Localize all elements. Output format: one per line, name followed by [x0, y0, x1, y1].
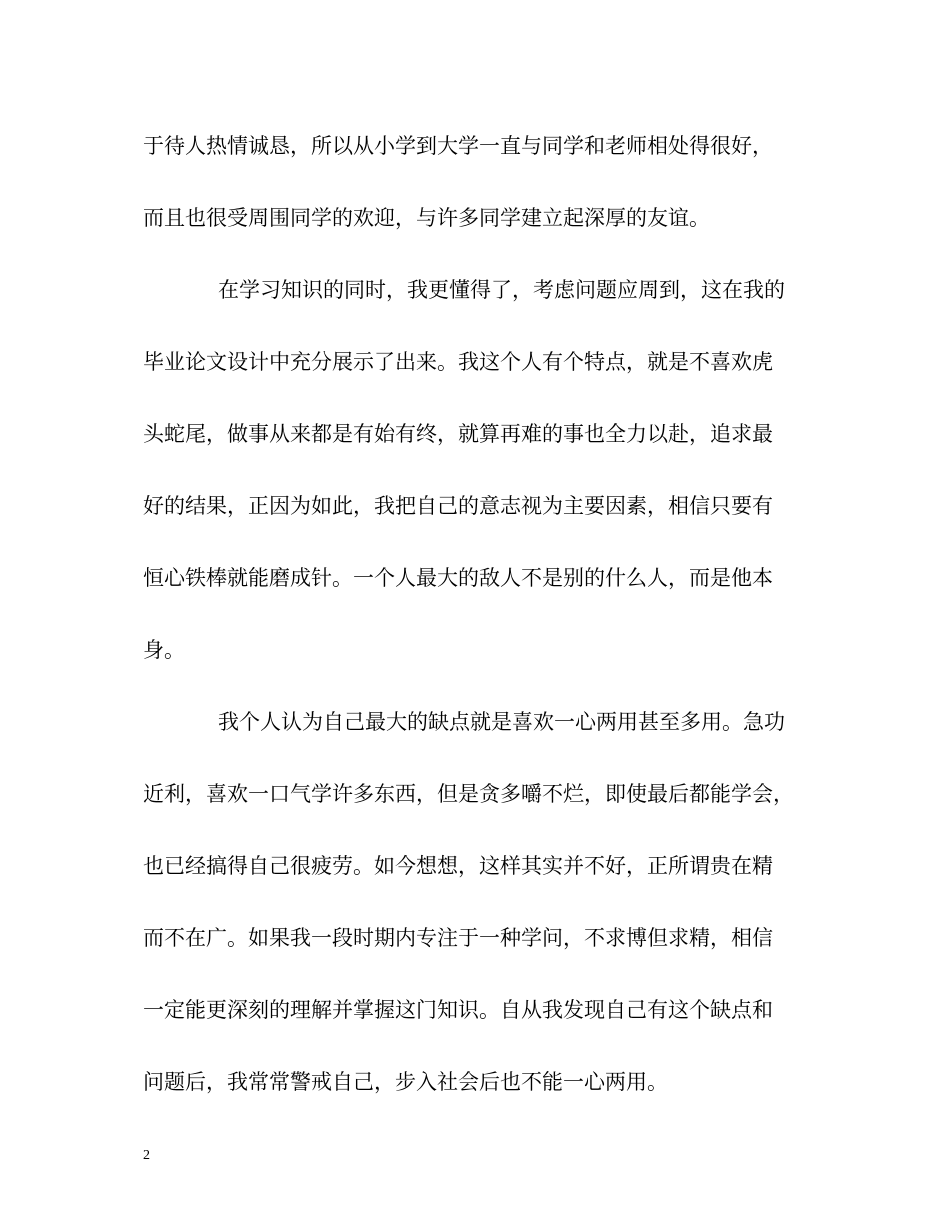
text-line: 而且也很受周围同学的欢迎，与许多同学建立起深厚的友谊。	[143, 206, 710, 230]
text-line: 也已经搞得自己很疲劳。如今想想，这样其实并不好，正所谓贵在精	[143, 854, 773, 878]
text-line: 毕业论文设计中充分展示了出来。我这个人有个特点，就是不喜欢虎	[143, 350, 773, 374]
text-line: 一定能更深刻的理解并掌握这门知识。自从我发现自己有这个缺点和	[143, 998, 773, 1022]
text-line: 头蛇尾，做事从来都是有始有终，就算再难的事也全力以赴，追求最	[143, 422, 773, 446]
text-line: 恒心铁棒就能磨成针。一个人最大的敌人不是别的什么人，而是他本	[143, 566, 773, 590]
text-line: 于待人热情诚恳，所以从小学到大学一直与同学和老师相处得很好，	[143, 134, 773, 158]
text-line: 身。	[143, 638, 185, 662]
text-line: 近利，喜欢一口气学许多东西，但是贪多嚼不烂，即使最后都能学会，	[143, 782, 794, 806]
page-number: 2	[143, 1148, 150, 1163]
text-line: 而不在广。如果我一段时期内专注于一种学问，不求博但求精，相信	[143, 926, 773, 950]
text-line: 我个人认为自己最大的缺点就是喜欢一心两用甚至多用。急功	[218, 710, 785, 734]
text-line: 问题后，我常常警戒自己，步入社会后也不能一心两用。	[143, 1070, 668, 1094]
text-line: 在学习知识的同时，我更懂得了，考虑问题应周到，这在我的	[218, 278, 785, 302]
text-line: 好的结果，正因为如此，我把自己的意志视为主要因素，相信只要有	[143, 494, 773, 518]
body-text	[143, 122, 813, 1130]
